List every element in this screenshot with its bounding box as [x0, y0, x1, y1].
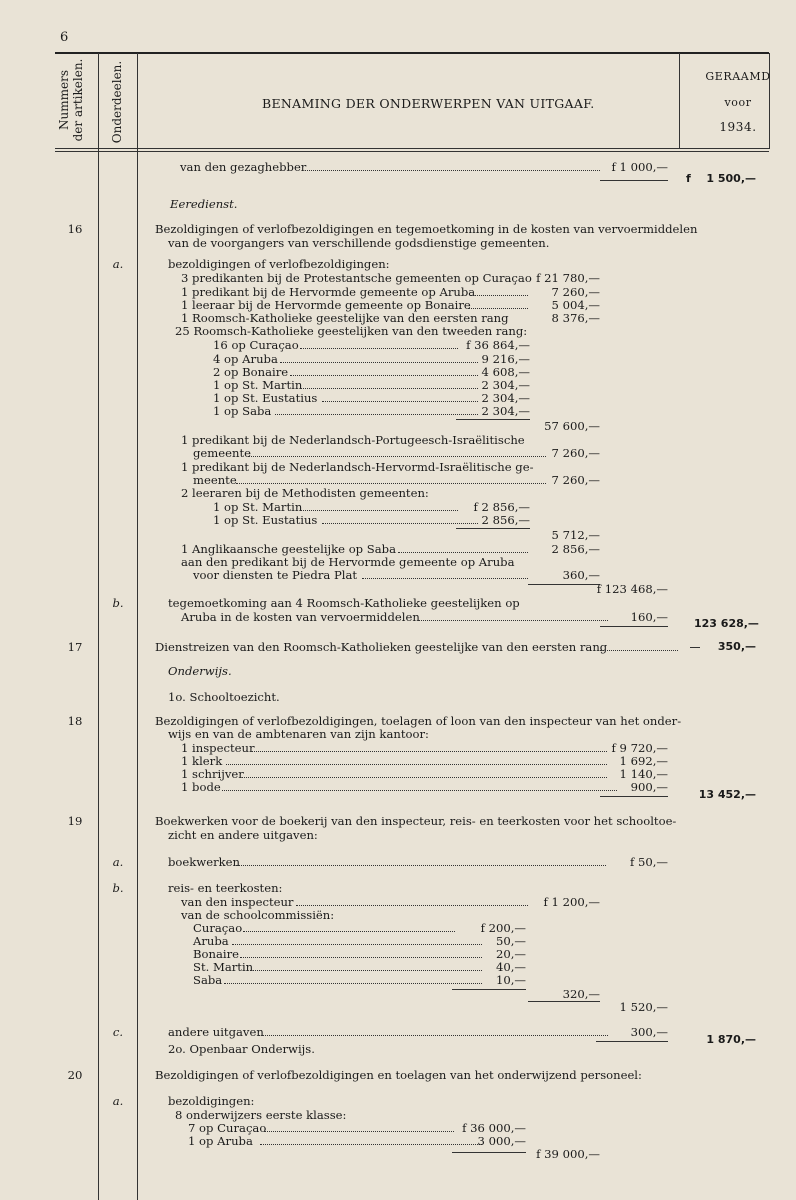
amount-l3: 5 004,— [551, 298, 600, 312]
header-onderdeelen: Onderdeelen. [110, 60, 124, 144]
amount-l8: 4 608,— [481, 365, 530, 379]
line-m1: 1 inspecteur [181, 741, 255, 755]
line-l1: 3 predikanten bij de Protestantsche gemeenten op Curaçao [181, 271, 532, 285]
line-p2: 7 op Curaçao [188, 1121, 267, 1135]
total-article-18: 13 452,— [698, 788, 756, 801]
line-l11: 1 op Saba [213, 404, 272, 418]
leader [242, 777, 607, 778]
line-m3: 1 schrijver [181, 767, 244, 781]
article-16b-line-1: tegemoetkoming aan 4 Roomsch-Katholieke geestelijken op [168, 596, 520, 610]
total-article-17: 350,— [717, 640, 756, 653]
total-gezaghebber: 1 500,— [706, 172, 756, 185]
line-l3: 1 leeraar bij de Hervormde gemeente op Bonaire [181, 298, 471, 312]
amount-n9: 1 520,— [619, 1000, 668, 1014]
amount-l2: 7 260,— [551, 285, 600, 299]
section-schooltoezicht: 1o. Schooltoezicht. [168, 690, 280, 704]
column-divider-2 [137, 53, 138, 1200]
header-top-rule [55, 52, 769, 54]
article-18-text-2: wijs en van de ambtenaren van zijn kantoor: [168, 727, 429, 741]
leader [264, 1131, 454, 1132]
article-18-number: 18 [67, 714, 83, 728]
article-19-number: 19 [67, 814, 83, 828]
line-l9: 1 op St. Martin [213, 378, 303, 392]
subtotal-rule [600, 180, 668, 181]
article-19c-text: andere uitgaven [168, 1025, 264, 1039]
amount-b2: 160,— [630, 610, 668, 624]
leader [248, 456, 546, 457]
column-divider-1 [98, 53, 99, 1200]
total-prefix: f [686, 172, 691, 185]
amount-l6: f 36 864,— [466, 338, 530, 352]
line-l17: 1 op St. Eustatius [213, 513, 318, 527]
amount-l9: 2 304,— [481, 378, 530, 392]
leader [243, 931, 455, 932]
amount-l20: 360,— [562, 568, 600, 582]
amount-l12: 57 600,— [544, 419, 600, 433]
amount-m4: 900,— [630, 780, 668, 794]
line-n5: Bonaire [193, 947, 239, 961]
amount-l18: 5 712,— [551, 528, 600, 542]
amount-n4: 50,— [495, 934, 526, 948]
line-l4: 1 Roomsch-Katholieke geestelijke van den eersten rang [181, 311, 509, 325]
subtotal-rule [452, 1152, 526, 1153]
subtotal-rule [596, 1041, 668, 1042]
article-19a-text: boekwerken [168, 855, 240, 869]
line-n0: reis- en teerkosten: [168, 881, 283, 895]
amount-l14: 7 260,— [551, 473, 600, 487]
line-n6: St. Martin [193, 960, 254, 974]
leader [258, 1035, 608, 1036]
amount-gezaghebber: f 1 000,— [611, 160, 668, 174]
article-16-text-2: van de voorgangers van verschillende godsdienstige gemeenten. [168, 236, 550, 250]
amount-n7: 10,— [495, 973, 526, 987]
amount-p2: f 36 000,— [462, 1121, 526, 1135]
article-17-number: 17 [67, 640, 83, 654]
header-voor: voor [724, 96, 752, 109]
section-onderwijs: Onderwijs. [168, 664, 232, 678]
amount-n8: 320,— [562, 987, 600, 1001]
line-n2: van de schoolcommissiën: [181, 908, 335, 922]
article-17-text: Dienstreizen van den Roomsch-Katholieken geestelijke van den eersten rang [155, 640, 608, 654]
line-l7: 4 op Aruba [213, 352, 278, 366]
amount-l13: 7 260,— [551, 446, 600, 460]
line-n4: Aruba [193, 934, 229, 948]
article-16-text-1: Bezoldigingen of verlofbezoldigingen en tegemoetkoming in de kosten van vervoermiddelen [155, 222, 698, 236]
header-bottom-rule-2 [55, 151, 769, 152]
amount-l17: 2 856,— [481, 513, 530, 527]
line-l13a: 1 predikant bij de Nederlandsch-Portugeesch-Israëlitische [181, 433, 525, 447]
line-l20a: aan den predikant bij de Hervormde gemeente op Aruba [181, 555, 515, 569]
line-l20b: voor diensten te Piedra Plat [193, 568, 358, 582]
line-l14b: meente [193, 473, 237, 487]
article-19c-label: c. [112, 1025, 124, 1039]
amount-p4: f 39 000,— [536, 1147, 600, 1161]
subtotal-rule [600, 626, 668, 627]
header-main-title: BENAMING DER ONDERWERPEN VAN UITGAAF. [262, 96, 595, 111]
total-article-19: 1 870,— [706, 1033, 756, 1046]
amount-m2: 1 692,— [619, 754, 668, 768]
line-l13b: gemeente [193, 446, 251, 460]
amount-n6: 40,— [495, 960, 526, 974]
leader [226, 764, 607, 765]
line-p1: 8 onderwijzers eerste klasse: [175, 1108, 347, 1122]
article-19-text-2: zicht en andere uitgaven: [168, 828, 318, 842]
leader [398, 552, 528, 553]
leader [252, 751, 607, 752]
article-18-text-1: Bezoldigingen of verlofbezoldigingen, toelagen of loon van den inspecteur van het onder- [155, 714, 682, 728]
amount-19c: 300,— [630, 1025, 668, 1039]
amount-n3: f 200,— [480, 921, 526, 935]
text-gezaghebber: van den gezaghebber [180, 160, 307, 174]
amount-l16: f 2 856,— [473, 500, 530, 514]
leader [224, 983, 482, 984]
amount-l4: 8 376,— [551, 311, 600, 325]
article-16a-head: bezoldigingen of verlofbezoldigingen: [168, 257, 390, 271]
line-l19: 1 Anglikaansche geestelijke op Saba [181, 542, 396, 556]
line-l10: 1 op St. Eustatius [213, 391, 318, 405]
header-year: 1934. [719, 120, 757, 134]
amount-l7: 9 216,— [481, 352, 530, 366]
line-l6: 16 op Curaçao [213, 338, 299, 352]
amount-m3: 1 140,— [619, 767, 668, 781]
amount-l19: 2 856,— [551, 542, 600, 556]
line-p3: 1 op Aruba [188, 1134, 253, 1148]
leader [222, 790, 617, 791]
leader [280, 362, 478, 363]
leader [232, 944, 482, 945]
line-l5: 25 Roomsch-Katholieke geestelijken van den tweeden rang: [175, 324, 528, 338]
leader [468, 308, 528, 309]
amount-l10: 2 304,— [481, 391, 530, 405]
line-l14a: 1 predikant bij de Nederlandsch-Hervormd-Israëlitische ge- [181, 460, 534, 474]
line-l8: 2 op Bonaire [213, 365, 289, 379]
article-19a-label: a. [112, 855, 124, 869]
line-m2: 1 klerk [181, 754, 223, 768]
subtotal-rule [456, 419, 530, 420]
article-20-text: Bezoldigingen of verlofbezoldigingen en toelagen van het onderwijzend personeel: [155, 1068, 642, 1082]
amount-p3: 3 000,— [477, 1134, 526, 1148]
subtotal-rule [452, 989, 526, 990]
article-20a-label: a. [112, 1094, 124, 1108]
article-16b-line-2: Aruba in de kosten van vervoermiddelen [181, 610, 420, 624]
article-19-text-1: Boekwerken voor de boekerij van den inspecteur, reis- en teerkosten voor het schooltoe- [155, 814, 677, 828]
amount-l1: f 21 780,— [536, 271, 600, 285]
leader [305, 170, 600, 171]
leader [275, 414, 478, 415]
article-19b-label: b. [112, 881, 124, 895]
header-bottom-rule [55, 148, 769, 149]
line-n1: van den inspecteur [181, 895, 294, 909]
amount-l11: 2 304,— [481, 404, 530, 418]
subtotal-rule [456, 528, 530, 529]
header-articles: Nummers der artikelen. [57, 58, 85, 142]
leader [300, 348, 458, 349]
article-20-number: 20 [67, 1068, 83, 1082]
line-m4: 1 bode [181, 780, 221, 794]
subtotal-rule [600, 796, 668, 797]
line-p0: bezoldigingen: [168, 1094, 255, 1108]
header-geraamd: GERAAMD [705, 70, 771, 83]
line-l16: 1 op St. Martin [213, 500, 303, 514]
leader [418, 620, 608, 621]
article-16b-label: b. [112, 596, 124, 610]
leader [600, 650, 678, 651]
section-eeredienst: Eeredienst. [170, 197, 238, 211]
page-number: 6 [60, 30, 69, 45]
leader [296, 905, 528, 906]
total-article-16: 123 628,— [694, 617, 759, 630]
article-16a-label: a. [112, 257, 124, 271]
line-n7: Saba [193, 973, 223, 987]
section-openbaar-onderwijs: 2o. Openbaar Onderwijs. [168, 1042, 315, 1056]
leader [362, 578, 528, 579]
amount-l21: f 123 468,— [596, 582, 668, 596]
amount-19a: f 50,— [629, 855, 668, 869]
amount-m1: f 9 720,— [611, 741, 668, 755]
leader [236, 865, 606, 866]
line-n3: Curaçao [193, 921, 243, 935]
amount-n1: f 1 200,— [543, 895, 600, 909]
amount-n5: 20,— [495, 947, 526, 961]
leader [236, 483, 546, 484]
line-l2: 1 predikant bij de Hervormde gemeente op Aruba [181, 285, 476, 299]
article-16-number: 16 [67, 222, 83, 236]
line-l15: 2 leeraren bij de Methodisten gemeenten: [181, 486, 429, 500]
leader [300, 510, 458, 511]
